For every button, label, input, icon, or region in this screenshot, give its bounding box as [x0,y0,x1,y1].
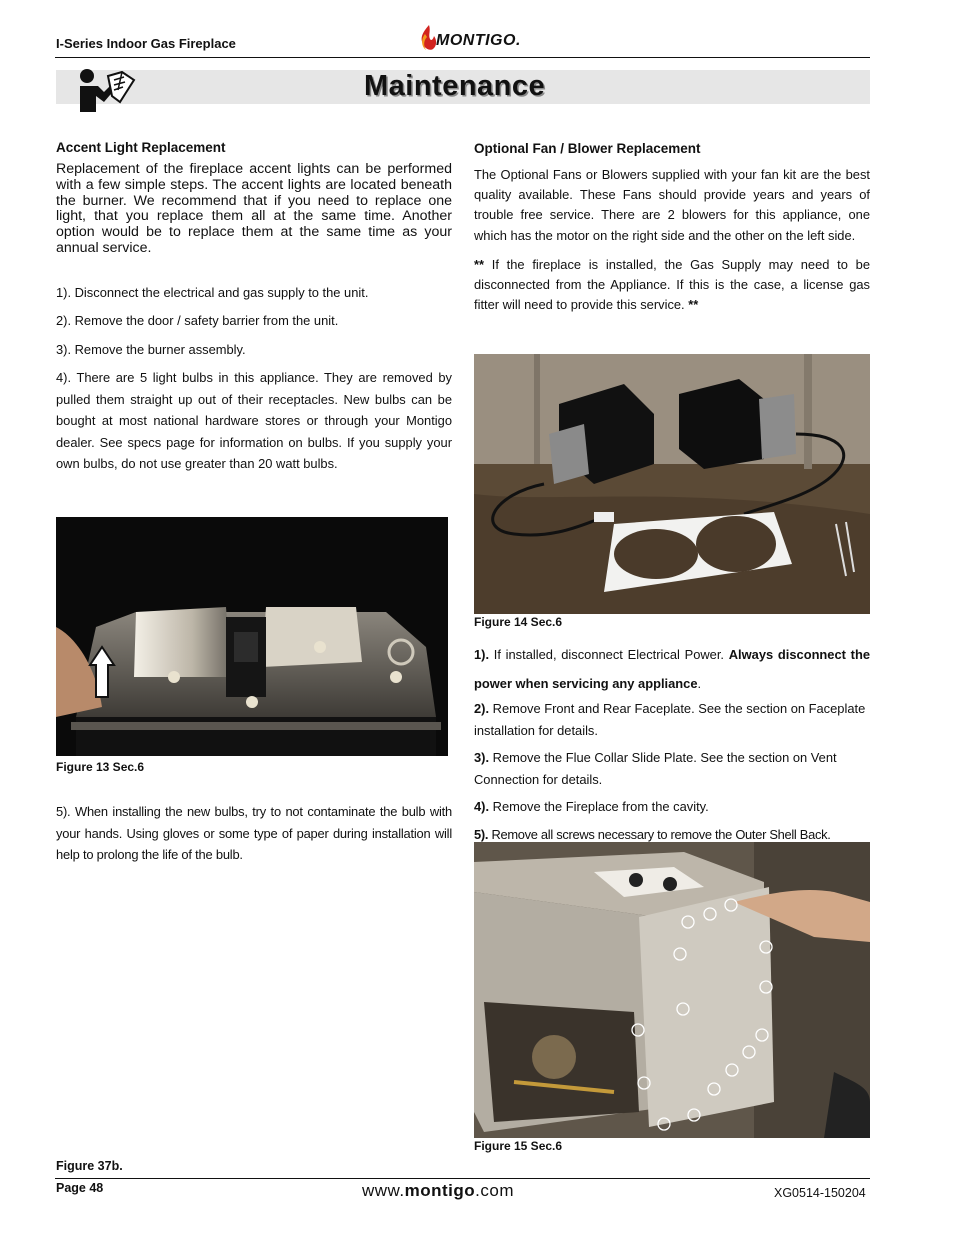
fan-step-2 [474,698,870,741]
fan-replacement-heading: Optional Fan / Blower Replacement [474,141,701,156]
fan-step-1-text: If installed, disconnect Electrical Power. [489,647,729,662]
fan-step-3-text: Remove the Flue Collar Slide Plate. See the section on Vent Connection for details. [474,750,837,787]
accent-light-heading: Accent Light Replacement [56,140,226,155]
figure-14-photo [474,354,870,614]
fan-step-4-text: Remove the Fireplace from the cavity. [489,799,709,814]
note-text: If the fireplace is installed, the Gas Supply may need to be disconnected from the Appliance. If this is the case, a license gas fitter will need to provide this service. [474,257,870,313]
header-rule [55,57,870,58]
gas-supply-note [474,255,870,316]
accent-light-intro: Replacement of the fireplace accent lights can be performed with a few simple steps. The accent lights are located beneath the burner. We recommend that if you need to replace one light, that you replace them all at the same time. Another option would be to replace them at the same time as your annual service. [56,161,452,256]
note-suffix: ** [688,297,699,313]
figure-13-caption: Figure 13 Sec.6 [56,760,145,774]
fan-step-4-num: 4). [474,799,490,814]
fan-step-1-end: . [697,675,702,691]
fan-step-5-num: 5). [474,827,489,842]
fan-step-1-bold: Always disconnect the power when servicing any appliance [474,647,870,691]
footer-rule [55,1178,870,1179]
figure-14-caption: Figure 14 Sec.6 [474,615,563,629]
document-code: XG0514-150204 [774,1186,866,1200]
accent-step-5: 5). When installing the new bulbs, try to not contaminate the bulb with your hands. Using gloves or some type of paper during installation will help to prolong the life of the bulb. [56,804,452,862]
fan-step-3 [474,747,870,790]
page-number: Page 48 [56,1181,104,1195]
fan-step-1 [474,641,870,698]
fan-step-2-num: 2). [474,701,490,716]
url-prefix: www. [362,1181,405,1200]
fan-step-4 [474,796,870,818]
figure-15-photo [474,842,870,1138]
figure-37b-caption: Figure 37b. [56,1159,123,1173]
note-prefix: ** [474,257,485,272]
accent-step-1: 1). Disconnect the electrical and gas supply to the unit. [56,285,369,300]
montigo-logo [418,24,521,56]
figure-15-caption: Figure 15 Sec.6 [474,1139,563,1153]
figure-13-photo [56,517,448,756]
document-header-title: I-Series Indoor Gas Fireplace [56,36,236,51]
fan-step-5-text: Remove all screws necessary to remove the Outer Shell Back. [488,827,831,842]
fan-step-1-num: 1). [474,647,490,662]
accent-step-2: 2). Remove the door / safety barrier from the unit. [56,313,339,328]
url-suffix: .com [475,1181,515,1200]
footer-website-link[interactable] [362,1181,514,1201]
fan-intro: The Optional Fans or Blowers supplied with your fan kit are the best quality available. These Fans should provide years and years of trouble free service. There are 2 blowers for this appliance, one which has the motor on the right side and the other on the left side. [474,167,870,243]
fan-step-3-num: 3). [474,750,490,765]
accent-step-4: 4). There are 5 light bulbs in this appliance. They are removed by pulled them straight up out of their receptacles. New bulbs can be bought at most national hardware stores or through your Montigo dealer. See specs page for information on bulbs. If you supply your own bulbs, do not use greater than 20 watt bulbs. [56,370,452,471]
fan-step-2-text: Remove Front and Rear Faceplate. See the section on Faceplate installation for details. [474,701,866,738]
reading-person-icon [78,68,136,112]
accent-step-3: 3). Remove the burner assembly. [56,342,246,357]
logo-wordmark: MONTIGO. [436,32,521,49]
page-title: Maintenance [364,70,546,102]
url-brand: montigo [404,1181,476,1200]
